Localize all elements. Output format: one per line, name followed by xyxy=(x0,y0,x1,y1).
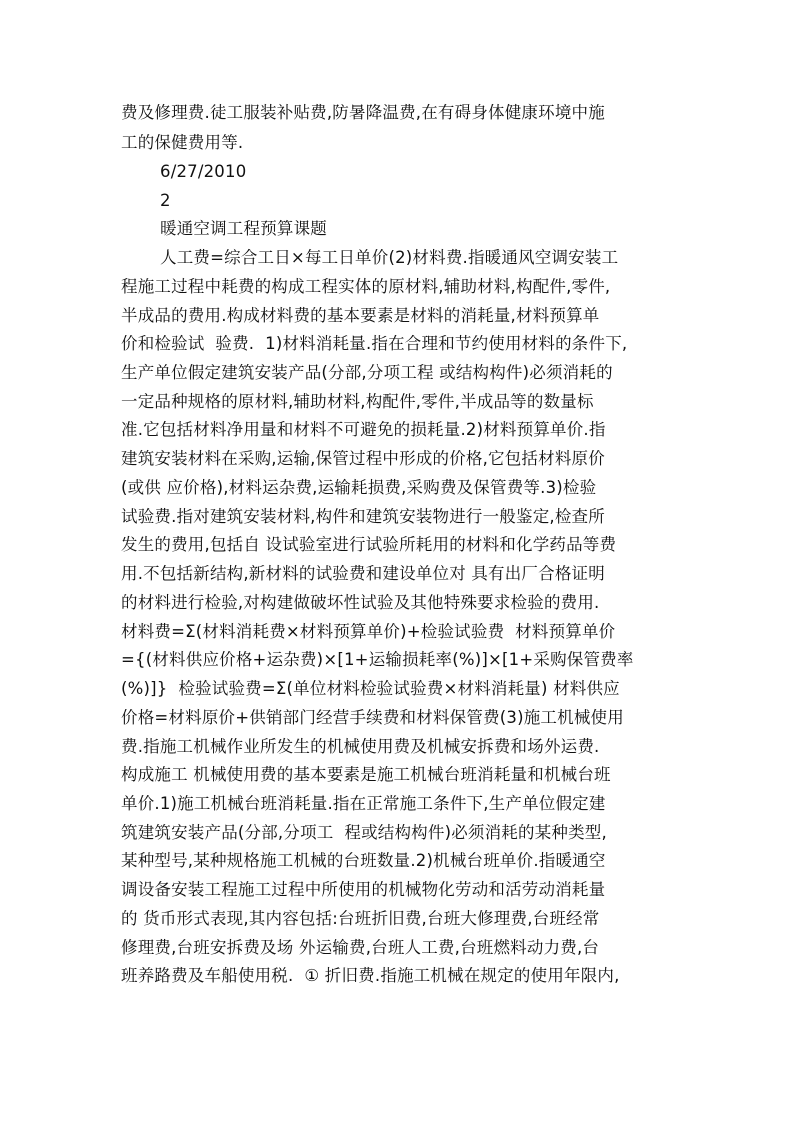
formula-line-2: ={(材料供应价格+运杂费)×[1+运输损耗率(%)]×[1+采购保管费率 xyxy=(121,650,634,669)
text-line-12: 准.它包括材料净用量和材料不可避免的损耗量.2)材料预算单价.指 xyxy=(121,420,606,439)
text-line-7: 程施工过程中耗费的构成工程实体的原材料,辅助材料,构配件,零件, xyxy=(121,277,611,296)
text-line-11: 一定品种规格的原材料,辅助材料,构配件,零件,半成品等的数量标 xyxy=(121,392,594,411)
text-line-14: (或供 应价格),材料运杂费,运输耗损费,采购费及保管费等.3)检验 xyxy=(121,478,597,497)
text-line-6: 人工费=综合工日×每工日单价(2)材料费.指暖通风空调安装工 xyxy=(160,248,619,267)
text-line-2: 工的保健费用等. xyxy=(121,133,244,152)
text-line-10: 生产单位假定建筑安装产品(分部,分项工程 或结构构件)必须消耗的 xyxy=(121,363,613,382)
text-line-23: 费.指施工机械作业所发生的机械使用费及机械安拆费和场外运费. xyxy=(121,737,600,756)
text-line-8: 半成品的费用.构成材料费的基本要素是材料的消耗量,材料预算单 xyxy=(121,306,600,325)
formula-line-1: 材料费=Σ(材料消耗费×材料预算单价)+检验试验费 材料预算单价 xyxy=(121,622,616,641)
text-line-22: 价格=材料原价+供销部门经营手续费和材料保管费(3)施工机械使用 xyxy=(121,708,624,727)
text-line-16: 发生的费用,包括自 设试验室进行试验所耗用的材料和化学药品等费 xyxy=(121,535,617,554)
text-line-15: 试验费.指对建筑安装材料,构件和建筑安装物进行一般鉴定,检查所 xyxy=(121,507,605,526)
text-line-30: 修理费,台班安拆费及场 外运输费,台班人工费,台班燃料动力费,台 xyxy=(121,938,600,957)
text-line-24: 构成施工 机械使用费的基本要素是施工机械台班消耗量和机械台班 xyxy=(121,765,611,784)
text-line-31: 班养路费及车船使用税. ① 折旧费.指施工机械在规定的使用年限内, xyxy=(121,966,620,985)
formula-line-3: (%)]} 检验试验费=Σ(单位材料检验试验费×材料消耗量) 材料供应 xyxy=(121,679,620,698)
section-title: 暖通空调工程预算课题 xyxy=(160,219,327,238)
text-line-17: 用.不包括新结构,新材料的试验费和建设单位对 具有出厂合格证明 xyxy=(121,564,605,583)
text-line-13: 建筑安装材料在采购,运输,保管过程中形成的价格,它包括材料原价 xyxy=(121,449,605,468)
text-line-26: 筑建筑安装产品(分部,分项工 程或结构构件)必须消耗的某种类型, xyxy=(121,823,607,842)
text-line-1: 费及修理费.徒工服装补贴费,防暑降温费,在有碍身体健康环境中施 xyxy=(121,103,605,122)
text-line-27: 某种型号,某种规格施工机械的台班数量.2)机械台班单价.指暖通空 xyxy=(121,851,606,870)
date-line: 6/27/2010 xyxy=(160,162,247,181)
text-line-29: 的 货币形式表现,其内容包括:台班折旧费,台班大修理费,台班经常 xyxy=(121,909,600,928)
text-line-9: 价和检验试 验费. 1)材料消耗量.指在合理和节约使用材料的条件下, xyxy=(121,334,628,353)
text-line-25: 单价.1)施工机械台班消耗量.指在正常施工条件下,生产单位假定建 xyxy=(121,794,606,813)
text-line-18: 的材料进行检验,对构建做破坏性试验及其他特殊要求检验的费用. xyxy=(121,593,600,612)
text-line-28: 调设备安装工程施工过程中所使用的机械物化劳动和活劳动消耗量 xyxy=(121,880,606,899)
page-number-line: 2 xyxy=(160,191,171,210)
